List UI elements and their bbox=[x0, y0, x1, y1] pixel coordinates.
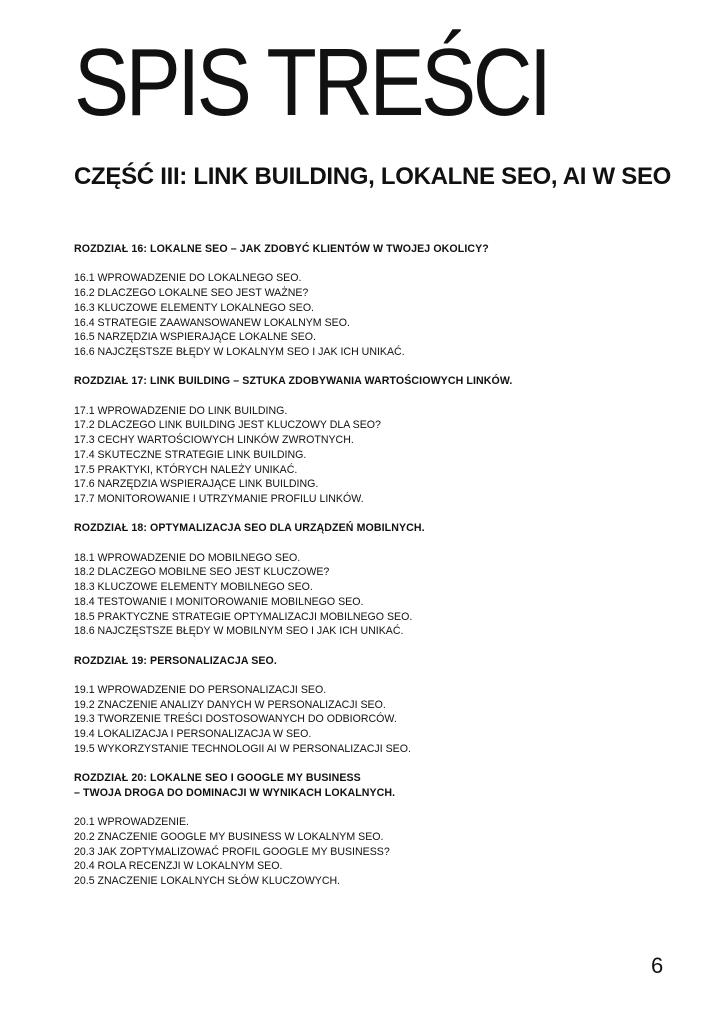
part-title: CZĘŚĆ III: LINK BUILDING, LOKALNE SEO, AI W SEO bbox=[74, 163, 672, 190]
toc-item: 20.3 JAK ZOPTYMALIZOWAĆ PROFIL GOOGLE MY BUSINESS? bbox=[74, 845, 390, 858]
chapter-section bbox=[74, 374, 694, 506]
toc-item: 19.1 WPROWADZENIE DO PERSONALIZACJI SEO. bbox=[74, 683, 327, 696]
toc-item: 17.1 WPROWADZENIE DO LINK BUILDING. bbox=[74, 404, 288, 417]
chapter-item-list bbox=[74, 683, 694, 757]
page-title: SPIS TREŚCI bbox=[74, 29, 549, 136]
chapter-item-list bbox=[74, 404, 694, 507]
chapter-section bbox=[74, 242, 694, 360]
toc-item: 19.4 LOKALIZACJA I PERSONALIZACJA W SEO. bbox=[74, 728, 312, 741]
chapter-heading: ROZDZIAŁ 18: OPTYMALIZACJA SEO DLA URZĄDZEŃ MOBILNYCH. bbox=[74, 522, 425, 535]
toc-item: 17.6 NARZĘDZIA WSPIERAJĄCE LINK BUILDING. bbox=[74, 478, 319, 491]
toc-item: 17.7 MONITOROWANIE I UTRZYMANIE PROFILU LINKÓW. bbox=[74, 492, 364, 505]
toc-item: 16.1 WPROWADZENIE DO LOKALNEGO SEO. bbox=[74, 272, 302, 285]
toc-item: 19.3 TWORZENIE TREŚCI DOSTOSOWANYCH DO ODBIORCÓW. bbox=[74, 713, 397, 726]
toc-item: 16.4 STRATEGIE ZAAWANSOWANEW LOKALNYM SEO. bbox=[74, 316, 350, 329]
toc-item: 20.4 ROLA RECENZJI W LOKALNYM SEO. bbox=[74, 860, 283, 873]
toc-item: 18.4 TESTOWANIE I MONITOROWANIE MOBILNEGO SEO. bbox=[74, 595, 364, 608]
chapter-section bbox=[74, 771, 694, 889]
toc-item: 17.3 CECHY WARTOŚCIOWYCH LINKÓW ZWROTNYCH. bbox=[74, 434, 354, 447]
toc-item: 16.6 NAJCZĘSTSZE BŁĘDY W LOKALNYM SEO I JAK ICH UNIKAĆ. bbox=[74, 345, 405, 358]
chapter-item-list bbox=[74, 551, 694, 639]
toc-item: 18.1 WPROWADZENIE DO MOBILNEGO SEO. bbox=[74, 551, 301, 564]
chapter-section bbox=[74, 654, 694, 757]
toc-item: 16.5 NARZĘDZIA WSPIERAJĄCE LOKALNE SEO. bbox=[74, 331, 316, 344]
page-number: 6 bbox=[651, 953, 664, 978]
toc-item: 16.3 KLUCZOWE ELEMENTY LOKALNEGO SEO. bbox=[74, 301, 315, 314]
chapter-heading: ROZDZIAŁ 19: PERSONALIZACJA SEO. bbox=[74, 654, 277, 667]
toc-item: 19.2 ZNACZENIE ANALIZY DANYCH W PERSONALIZACJI SEO. bbox=[74, 698, 386, 711]
toc-item: 18.5 PRAKTYCZNE STRATEGIE OPTYMALIZACJI MOBILNEGO SEO. bbox=[74, 610, 413, 623]
chapter-heading: ROZDZIAŁ 20: LOKALNE SEO I GOOGLE MY BUSINESS bbox=[74, 772, 361, 785]
toc-item: 17.5 PRAKTYKI, KTÓRYCH NALEŻY UNIKAĆ. bbox=[74, 463, 298, 476]
chapter-heading: – TWOJA DROGA DO DOMINACJI W WYNIKACH LOKALNYCH. bbox=[74, 786, 396, 799]
toc-item: 20.1 WPROWADZENIE. bbox=[74, 816, 189, 829]
toc-item: 17.4 SKUTECZNE STRATEGIE LINK BUILDING. bbox=[74, 448, 307, 461]
chapter-heading: ROZDZIAŁ 16: LOKALNE SEO – JAK ZDOBYĆ KLIENTÓW W TWOJEJ OKOLICY? bbox=[74, 243, 489, 255]
chapter-item-list bbox=[74, 815, 694, 889]
toc-item: 17.2 DLACZEGO LINK BUILDING JEST KLUCZOWY DLA SEO? bbox=[74, 419, 381, 432]
table-of-contents bbox=[74, 242, 694, 903]
toc-item: 20.2 ZNACZENIE GOOGLE MY BUSINESS W LOKALNYM SEO. bbox=[74, 830, 384, 843]
toc-item: 19.5 WYKORZYSTANIE TECHNOLOGII AI W PERSONALIZACJI SEO. bbox=[74, 742, 411, 755]
toc-item: 18.2 DLACZEGO MOBILNE SEO JEST KLUCZOWE? bbox=[74, 566, 330, 579]
chapter-item-list bbox=[74, 271, 694, 359]
toc-item: 18.6 NAJCZĘSTSZE BŁĘDY W MOBILNYM SEO I JAK ICH UNIKAĆ. bbox=[74, 625, 404, 638]
toc-item: 16.2 DLACZEGO LOKALNE SEO JEST WAŻNE? bbox=[74, 287, 309, 300]
chapter-heading: ROZDZIAŁ 17: LINK BUILDING – SZTUKA ZDOBYWANIA WARTOŚCIOWYCH LINKÓW. bbox=[74, 375, 513, 388]
chapter-section bbox=[74, 521, 694, 639]
toc-item: 20.5 ZNACZENIE LOKALNYCH SŁÓW KLUCZOWYCH. bbox=[74, 875, 341, 888]
toc-item: 18.3 KLUCZOWE ELEMENTY MOBILNEGO SEO. bbox=[74, 581, 313, 594]
